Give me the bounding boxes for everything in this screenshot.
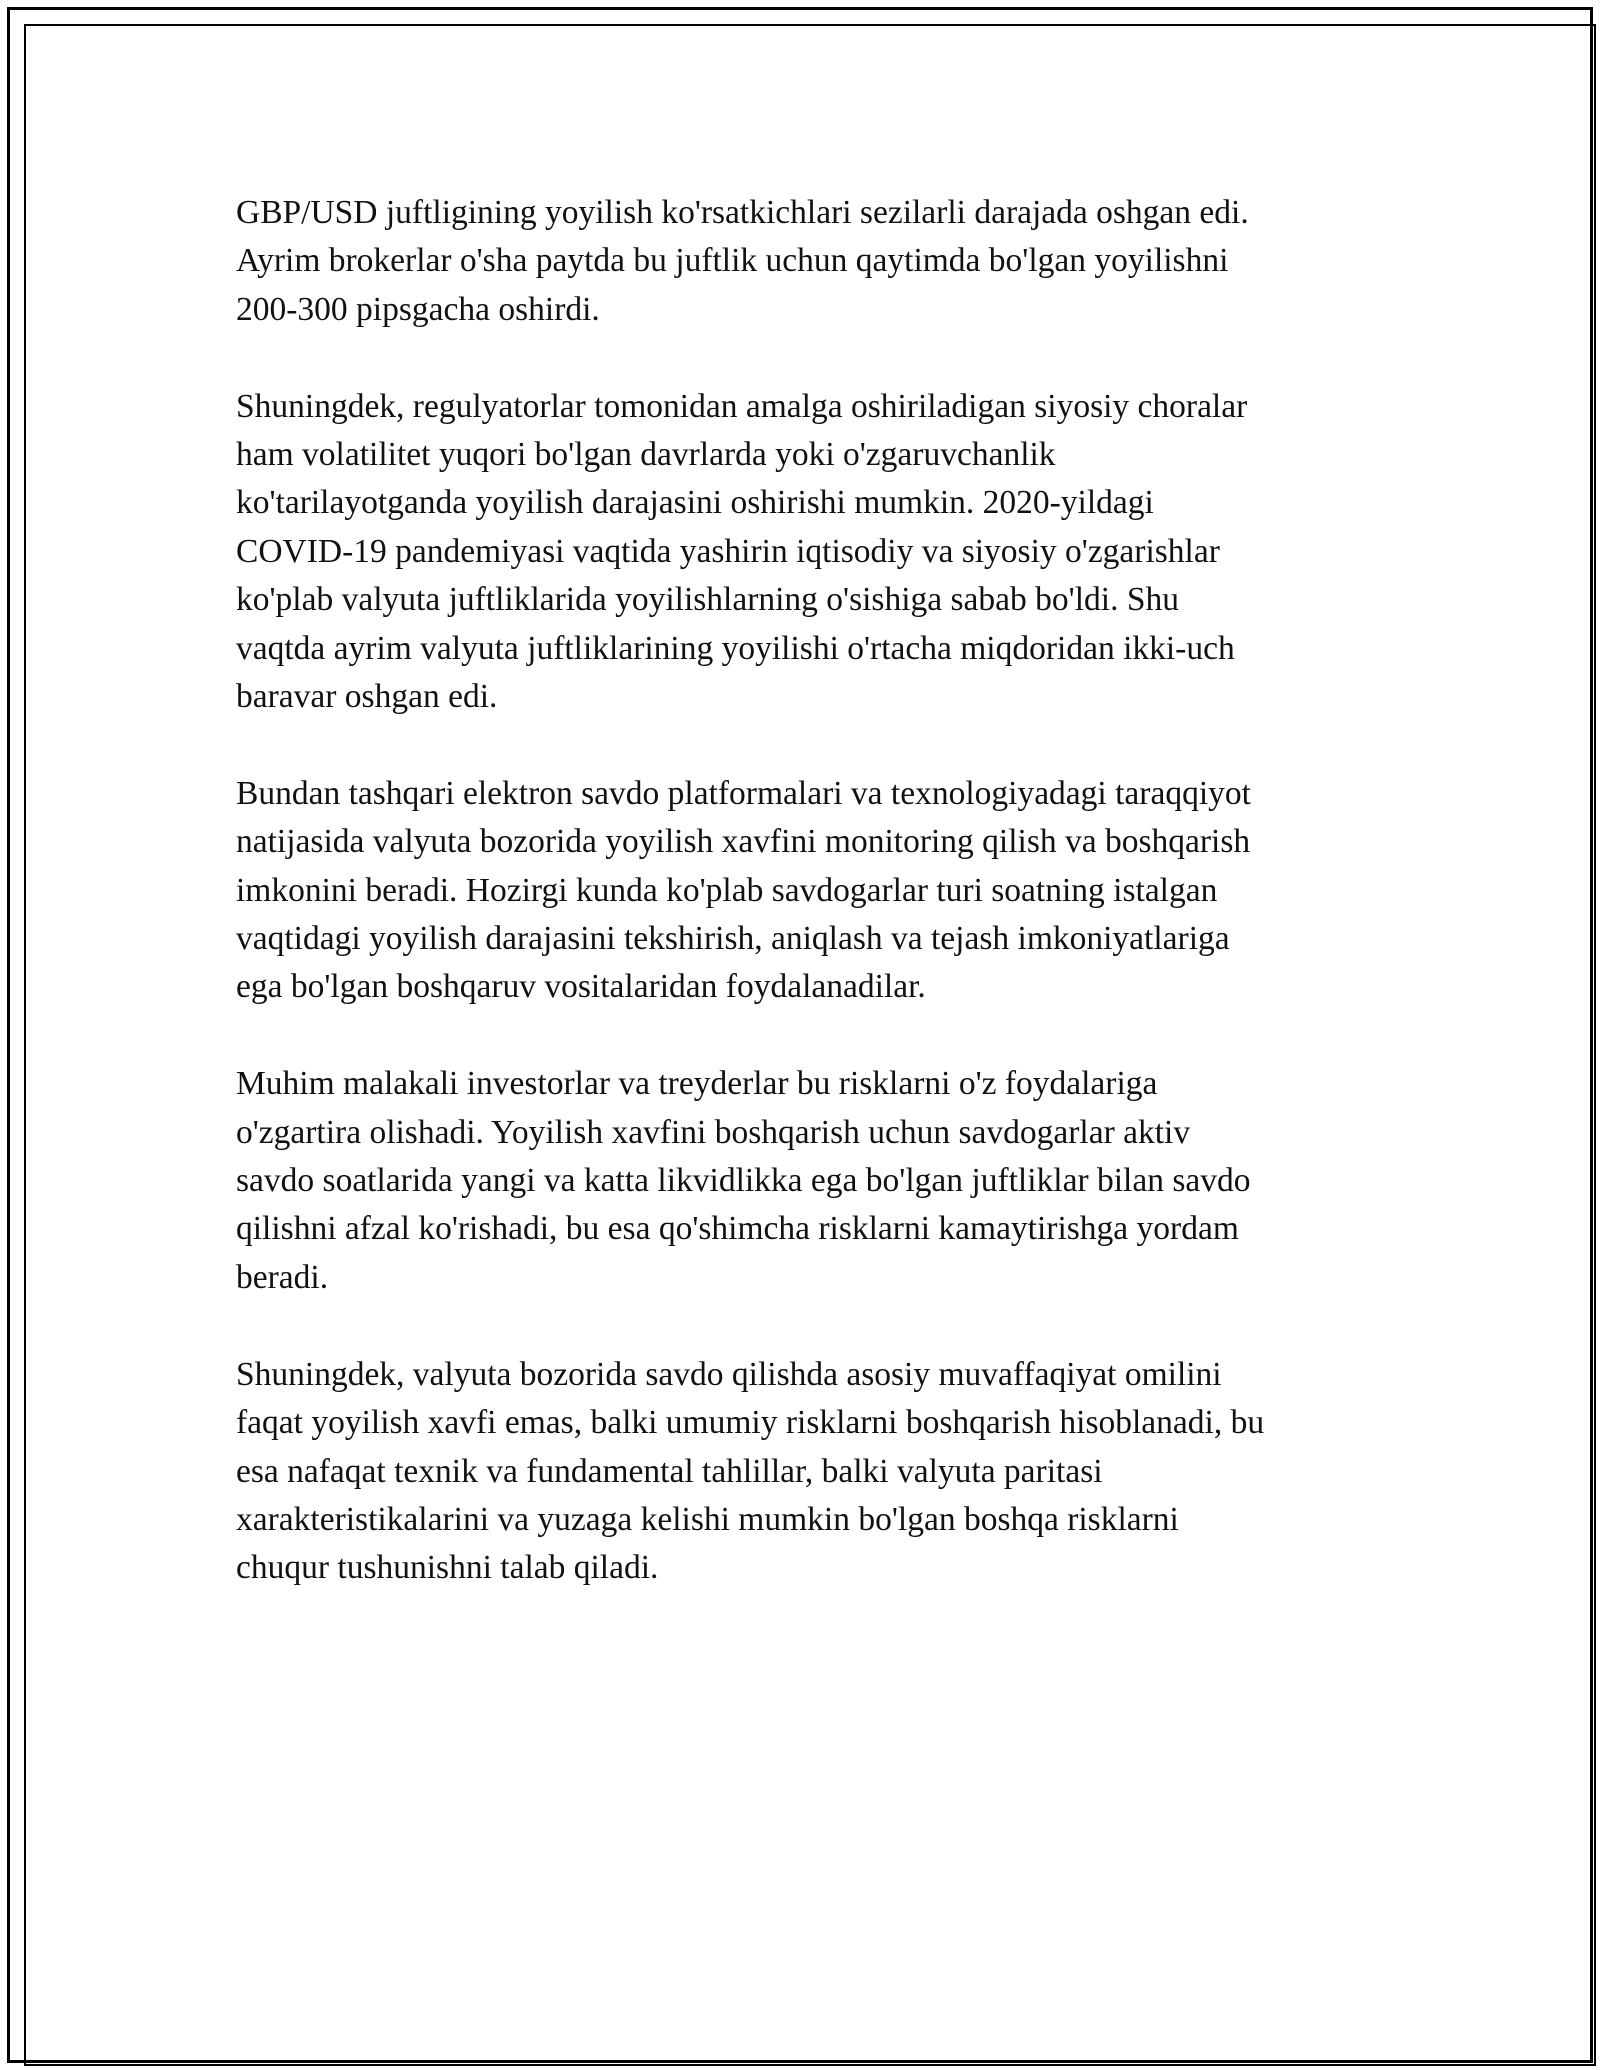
paragraph-4: Muhim malakali investorlar va treyderlar bu risklarni o'z foydalariga o'zgartira olishadi. Yoyilish xavfini boshqarish uchun savdogarlar aktiv savdo soatlarida yangi va katta likvidlikka ega bo'lgan juftliklar bilan savdo qilishni afzal ko'rishadi, bu esa qo'shimcha risklarni kamaytirishga yordam beradi.	[236, 1065, 1251, 1296]
document-body	[236, 189, 1366, 1593]
paragraph-2: Shuningdek, regulyatorlar tomonidan amalga oshiriladigan siyosiy choralar ham volatilitet yuqori bo'lgan davrlarda yoki o'zgaruvchanlik ko'tarilayotganda yoyilish darajasini oshirishi mumkin. 2020-yildagi COVID-19 pandemiyasi vaqtida yashirin iqtisodiy va siyosiy o'zgarishlar ko'plab valyuta juftliklarida yoyilishlarning o'sishiga sabab bo'ldi. Shu vaqtda ayrim valyuta juftliklarining yoyilishi o'rtacha miqdoridan ikki-uch baravar oshgan edi.	[236, 387, 1248, 716]
paragraph-3: Bundan tashqari elektron savdo platformalari va texnologiyadagi taraqqiyot natijasida valyuta bozorida yoyilish xavfini monitoring qilish va boshqarish imkonini beradi. Hozirgi kunda ko'plab savdogarlar turi soatning istalgan vaqtidagi yoyilish darajasini tekshirish, aniqlash va tejash imkoniyatlariga ega bo'lgan boshqaruv vositalaridan foydalanadilar.	[236, 774, 1251, 1006]
paragraph-5: Shuningdek, valyuta bozorida savdo qilishda asosiy muvaffaqiyat omilini faqat yoyilish xavfi emas, balki umumiy risklarni boshqarish hisoblanadi, bu esa nafaqat texnik va fundamental tahlillar, balki valyuta paritasi xarakteristikalarini va yuzaga kelishi mumkin bo'lgan boshqa risklarni chuqur tushunishni talab qiladi.	[236, 1355, 1265, 1587]
paragraph-1: GBP/USD juftligining yoyilish ko'rsatkichlari sezilarli darajada oshgan edi. Ayrim brokerlar o'sha paytda bu juftlik uchun qaytimda bo'lgan yoyilishni 200-300 pipsgacha oshirdi.	[236, 194, 1249, 328]
